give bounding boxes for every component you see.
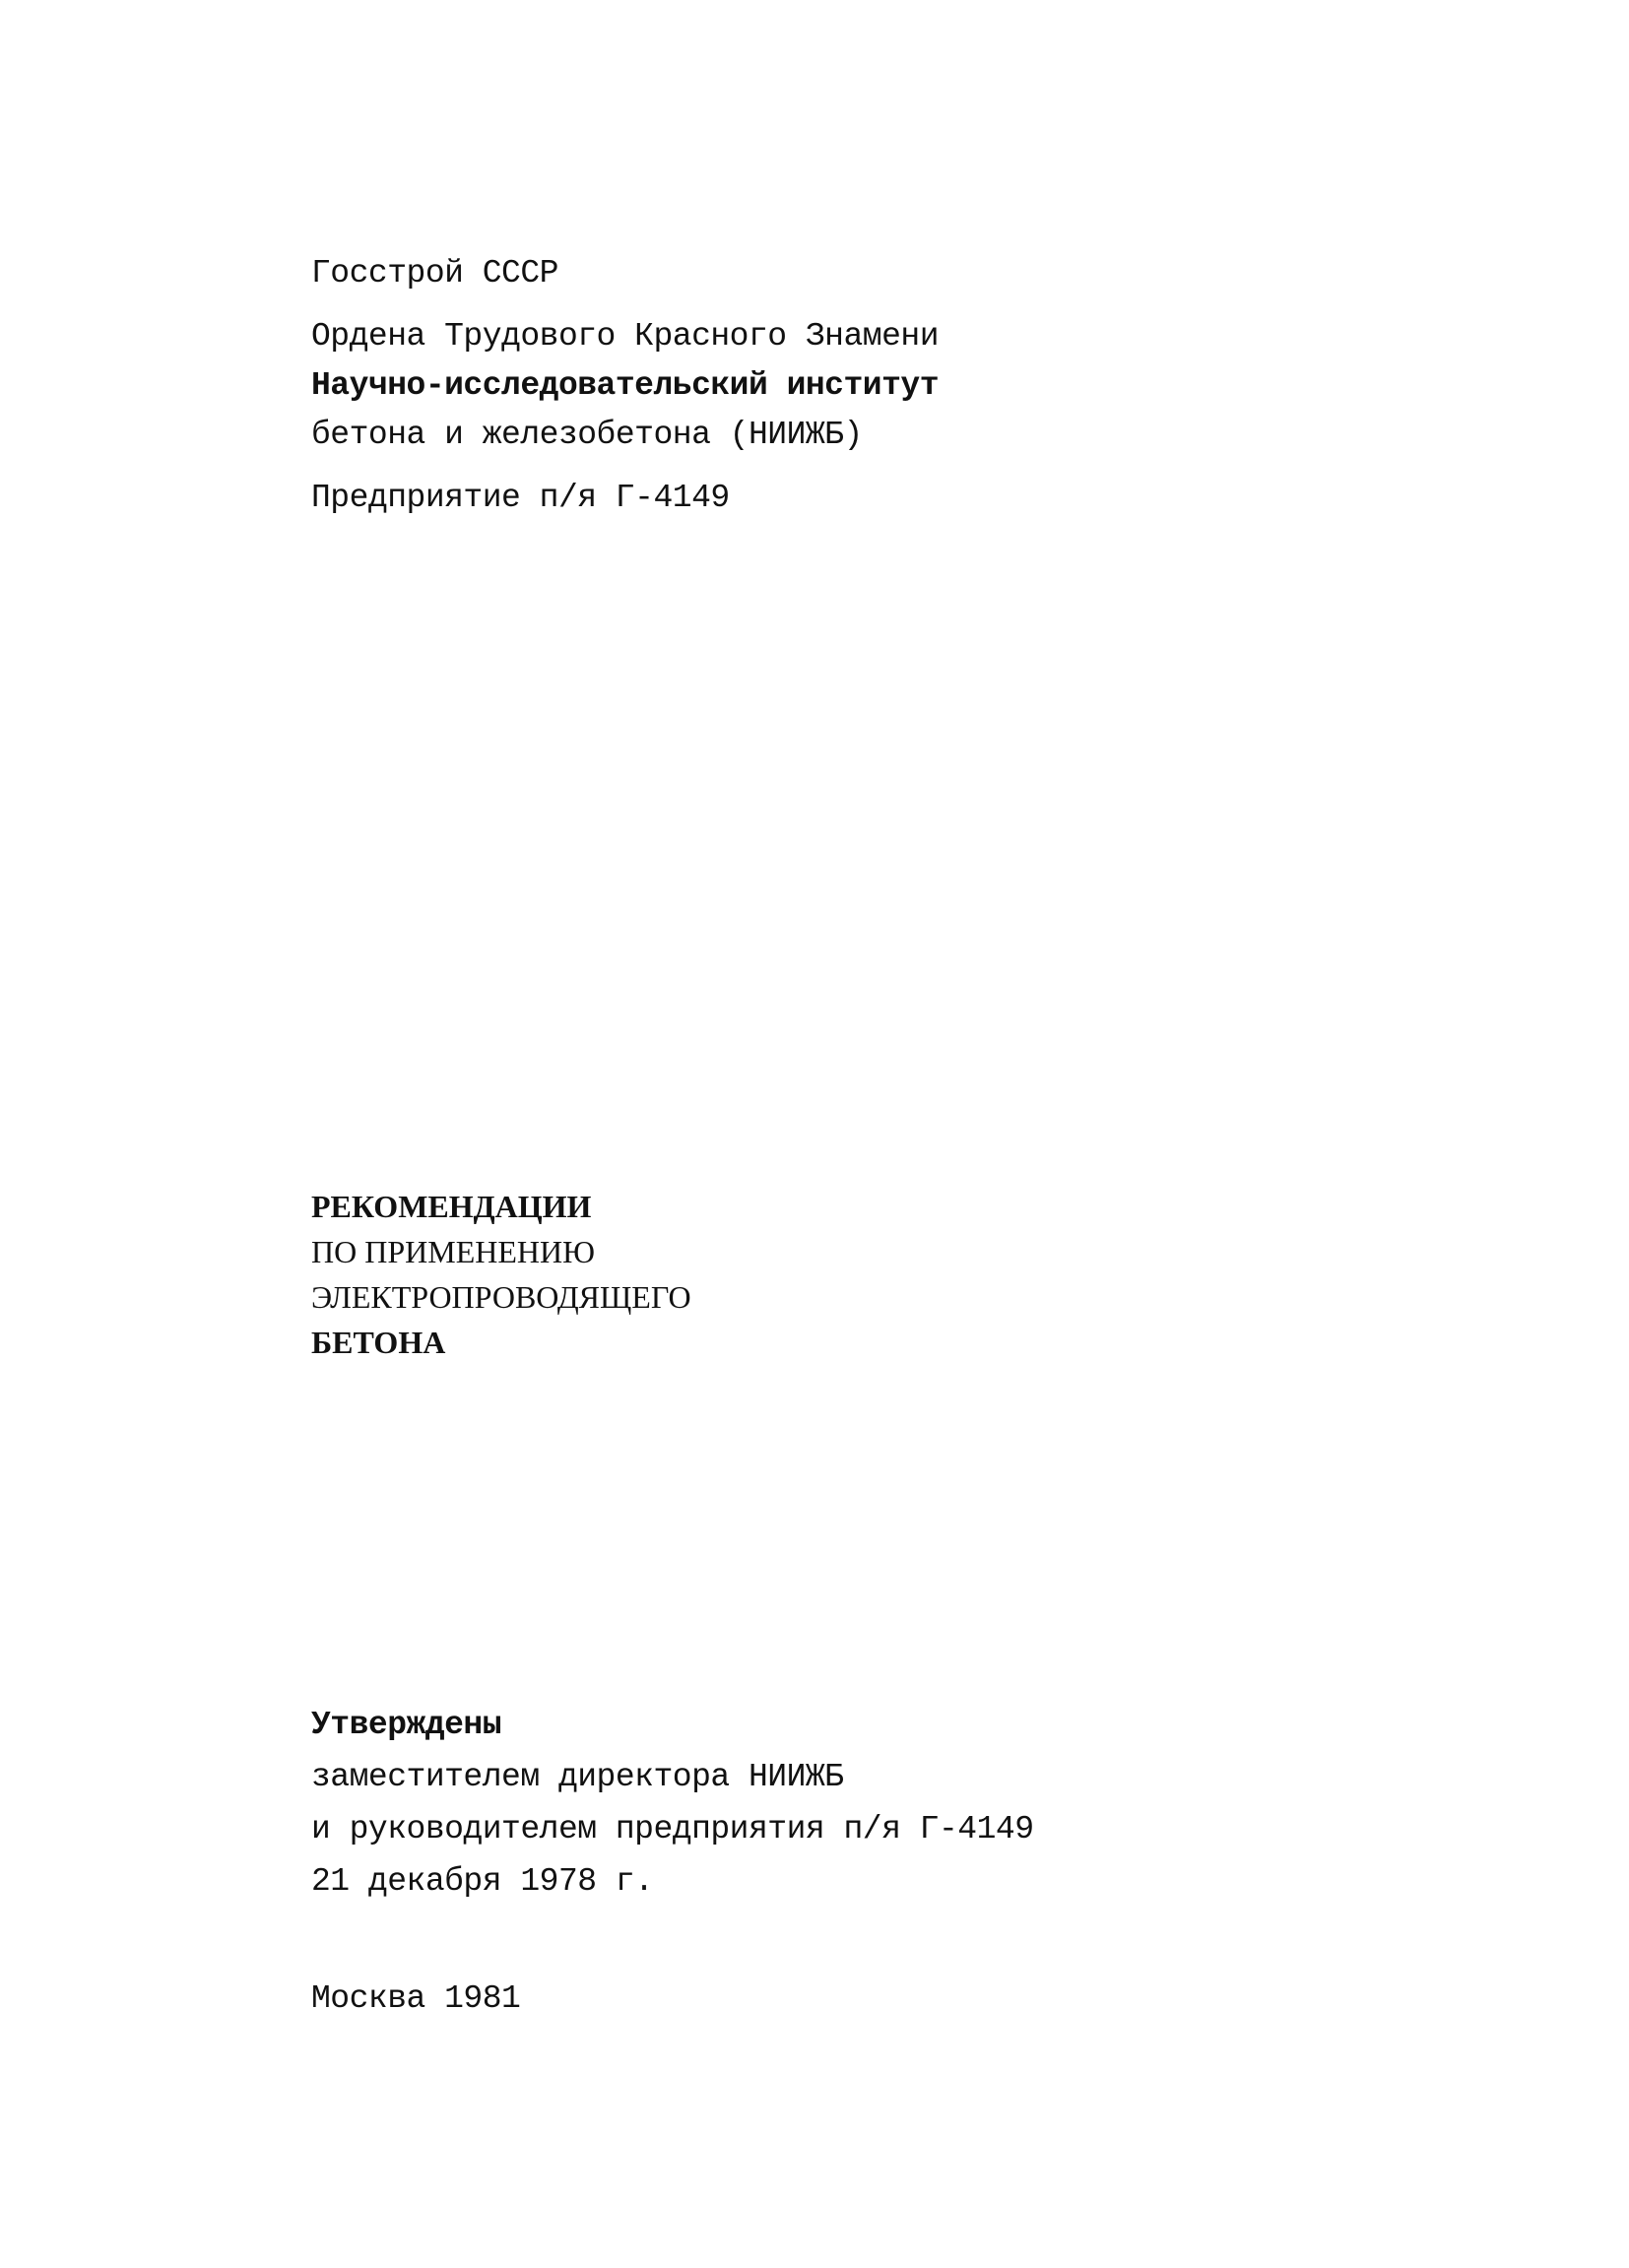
imprint-block <box>311 1975 520 2024</box>
title-line-4: БЕТОНА <box>311 1325 446 1360</box>
title-line-3: ЭЛЕКТРОПРОВОДЯЩЕГО <box>311 1279 691 1315</box>
org-name: Госстрой СССР <box>311 255 558 292</box>
institute-line-2: Научно-исследовательский институт <box>311 367 940 404</box>
spacer <box>311 460 939 474</box>
approval-line-1: Утверждены <box>311 1707 502 1743</box>
publisher-block <box>311 249 939 523</box>
approval-date: 21 декабря 1978 г. <box>311 1863 654 1900</box>
document-title <box>311 1184 691 1365</box>
approval-block <box>311 1699 1034 1908</box>
approval-line-2: заместителем директора НИИЖБ <box>311 1759 844 1795</box>
spacer <box>311 298 939 312</box>
approval-line-3: и руководителем предприятия п/я Г-4149 <box>311 1811 1034 1847</box>
title-line-1: РЕКОМЕНДАЦИИ <box>311 1189 592 1224</box>
enterprise-name: Предприятие п/я Г-4149 <box>311 480 730 516</box>
title-line-2: ПО ПРИМЕНЕНИЮ <box>311 1234 595 1269</box>
institute-line-1: Ордена Трудового Красного Знамени <box>311 318 940 355</box>
city-year: Москва 1981 <box>311 1980 521 2017</box>
institute-line-3: бетона и железобетона (НИИЖБ) <box>311 417 863 453</box>
